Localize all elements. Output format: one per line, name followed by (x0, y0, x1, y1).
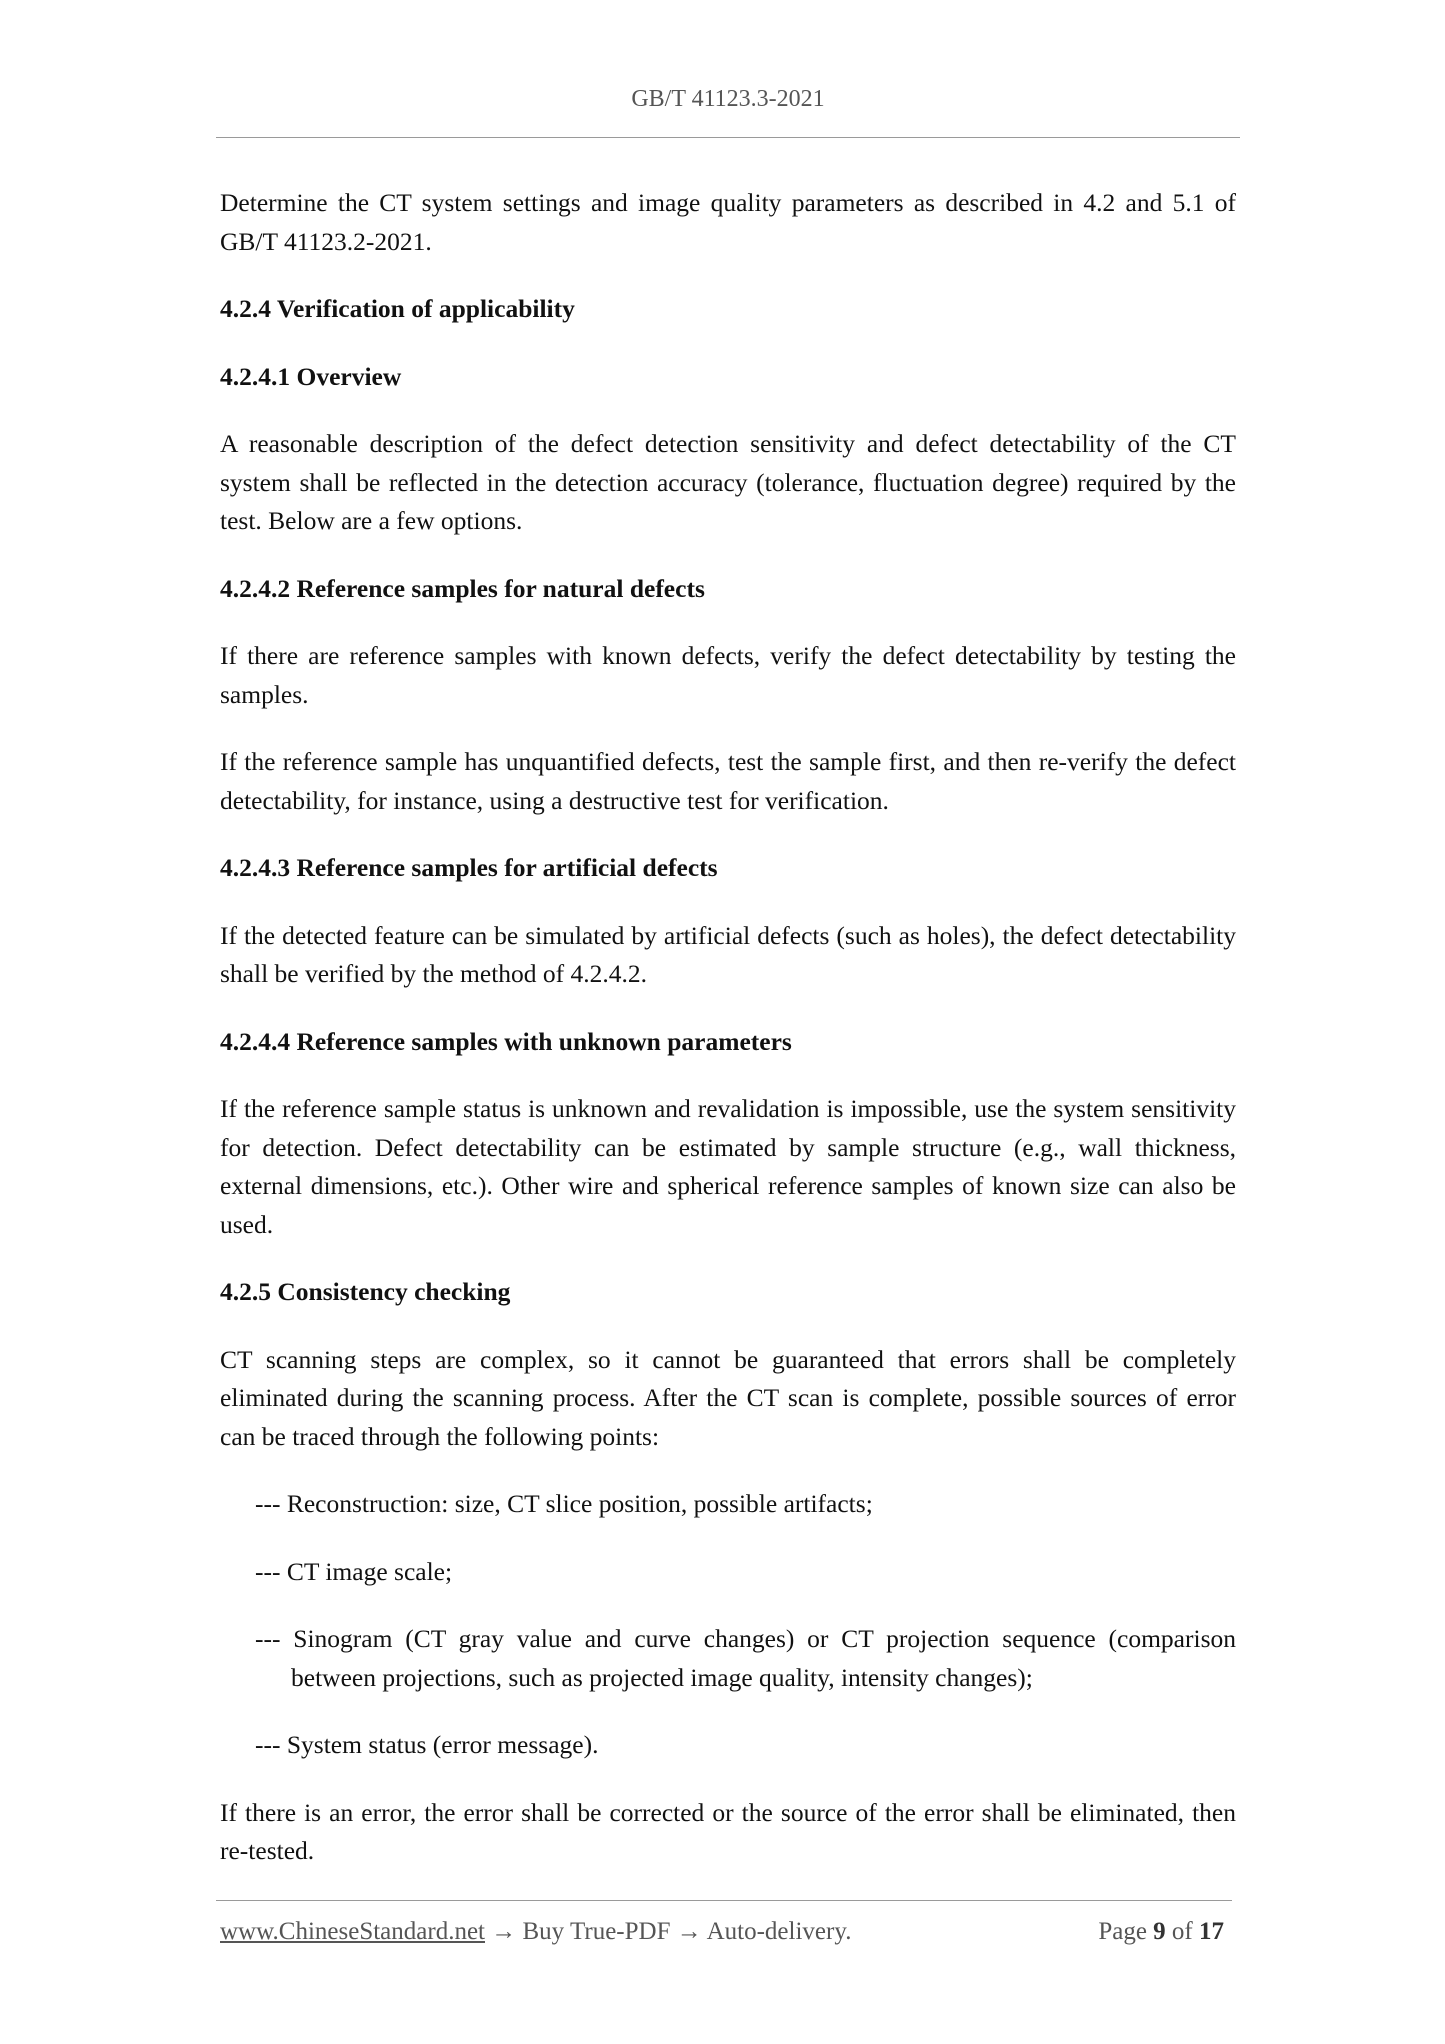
page-total: 17 (1199, 1918, 1224, 1945)
section-heading-4-2-4-2: 4.2.4.2 Reference samples for natural defects (220, 573, 705, 603)
delivery-text: Auto-delivery. (706, 1918, 852, 1945)
list-item: --- Reconstruction: size, CT slice position, possible artifacts; (255, 1489, 873, 1518)
overview-paragraph: A reasonable description of the defect detection sensitivity and defect detectability of the CT system shall be reflected in the detection accuracy (tolerance, fluctuation degree) required by the test. Below are a few options. (220, 429, 1236, 535)
natural-defects-paragraph-2: If the reference sample has unquantified defects, test the sample first, and then re-verify the defect detectability, for instance, using a destructive test for verification. (220, 747, 1236, 815)
page-number: 9 (1153, 1918, 1166, 1945)
section-heading-4-2-4-4: 4.2.4.4 Reference samples with unknown parameters (220, 1026, 792, 1056)
list-item: --- System status (error message). (255, 1730, 599, 1759)
of-label: of (1171, 1918, 1193, 1945)
section-heading-4-2-4-3: 4.2.4.3 Reference samples for artificial defects (220, 853, 718, 882)
list-item: --- CT image scale; (255, 1556, 453, 1586)
arrow-right-icon: → (676, 1918, 702, 1945)
header-divider (216, 137, 1240, 138)
artificial-defects-paragraph: If the detected feature can be simulated by artificial defects (such as holes), the defect detectability shall be verified by the method of 4.2.4.2. (220, 920, 1236, 988)
section-heading-4-2-5: 4.2.5 Consistency checking (220, 1277, 511, 1306)
footer-divider (216, 1900, 1232, 1901)
buy-text: Buy True-PDF (522, 1918, 671, 1945)
arrow-right-icon: → (491, 1918, 517, 1945)
website-link[interactable]: www.ChineseStandard.net (220, 1918, 485, 1945)
consistency-paragraph: CT scanning steps are complex, so it cannot be guaranteed that errors shall be completely eliminated during the scanning process. After the CT scan is complete, possible sources of error can be traced through the following points: (220, 1344, 1236, 1451)
final-paragraph: If there is an error, the error shall be corrected or the source of the error shall be eliminated, then re-tested. (220, 1797, 1236, 1865)
page-header: GB/T 41123.3-2021 (631, 86, 825, 112)
natural-defects-paragraph-1: If there are reference samples with known defects, verify the defect detectability by testing the samples. (220, 641, 1236, 709)
page-label: Page (1098, 1918, 1147, 1945)
list-item: --- Sinogram (CT gray value and curve changes) or CT projection sequence (comparison between projections, such as projected image quality, intensity changes); (255, 1624, 1236, 1692)
section-heading-4-2-4: 4.2.4 Verification of applicability (220, 294, 575, 323)
document-body (220, 184, 1236, 1900)
unknown-parameters-paragraph: If the reference sample status is unknown and revalidation is impossible, use the system sensitivity for detection. Defect detectability can be estimated by sample structure (e.g., wall thickness, external dimensions, etc.). Other wire and spherical reference samples of known size can also be used. (220, 1094, 1236, 1239)
intro-paragraph: Determine the CT system settings and image quality parameters as described in 4.2 and 5.1 of GB/T 41123.2-2021. (220, 188, 1236, 256)
section-heading-4-2-4-1: 4.2.4.1 Overview (220, 361, 402, 391)
footer-promo (220, 1918, 851, 1946)
page-indicator (1098, 1918, 1224, 1946)
